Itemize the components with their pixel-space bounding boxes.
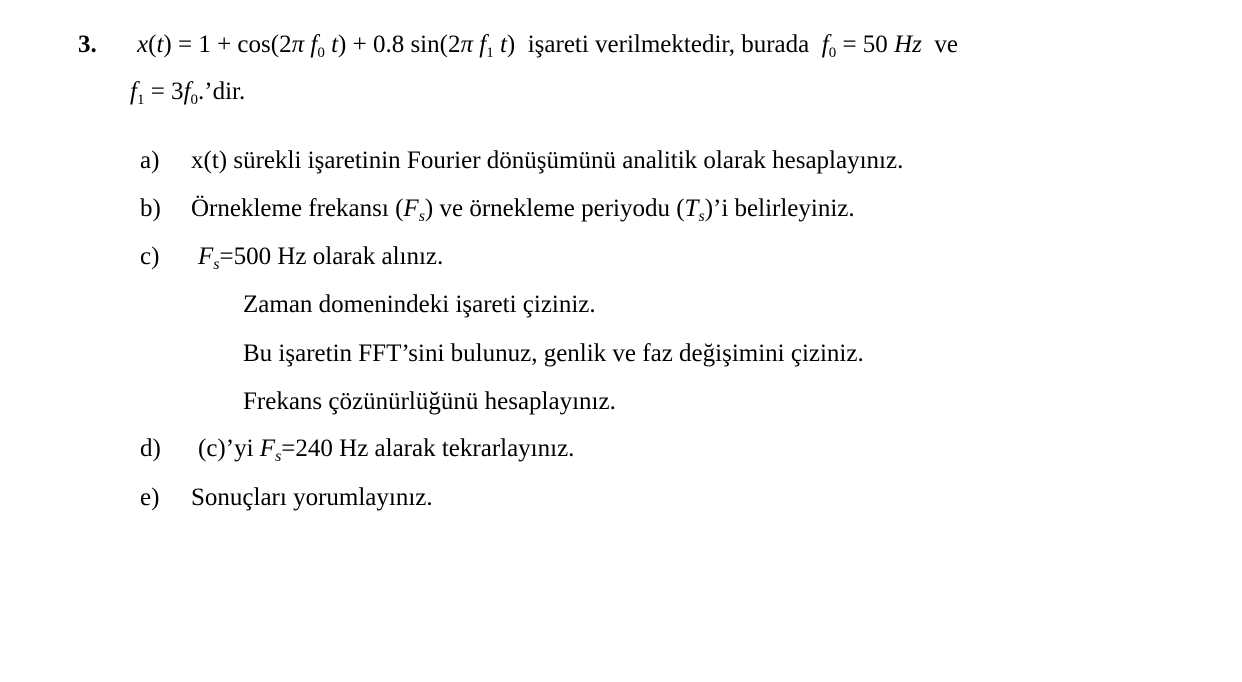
- eq-f1-sub: 1: [486, 45, 494, 61]
- item-c-subitem-3: Frekans çözünürlüğünü hesaplayınız.: [243, 388, 616, 415]
- item-b-fs: F: [403, 195, 419, 222]
- f1-symbol: f: [130, 78, 137, 105]
- question-statement-line-2: [130, 77, 245, 115]
- eq-part-1: = 1 + cos(2: [177, 31, 292, 58]
- eq-f0: f: [310, 31, 318, 58]
- item-a-text: x(t) sürekli işaretinin Fourier dönüşümünü analitik olarak hesaplayınız.: [191, 147, 904, 174]
- item-d-pre: (c)’yi: [198, 435, 260, 462]
- f0-symbol-sub: 0: [828, 45, 837, 61]
- eq-t: t: [156, 31, 164, 58]
- eq-pi: π: [291, 31, 305, 58]
- item-b-mid: ) ve örnekleme periyodu (: [424, 195, 685, 222]
- eq-t-3: t: [499, 31, 507, 58]
- item-c-fs: F: [198, 243, 214, 270]
- eq-f0-sub: 0: [317, 45, 325, 61]
- item-b-fs-sub: s: [418, 208, 425, 225]
- f1-symbol-sub: 1: [136, 92, 145, 108]
- item-d-fs-sub: s: [275, 448, 282, 465]
- item-d-fs: F: [259, 435, 276, 462]
- item-c-label: c): [140, 243, 160, 270]
- item-b-post: )’i belirleyiniz.: [704, 195, 855, 222]
- question-number: 3.: [78, 31, 97, 58]
- item-e-text: Sonuçları yorumlayınız.: [191, 484, 433, 511]
- item-d-label: d): [140, 435, 161, 462]
- eq-pi-2: π: [460, 31, 473, 58]
- item-c-subitem-2: Bu işaretin FFT’sini bulunuz, genlik ve faz değişimini çiziniz.: [243, 340, 864, 367]
- intro-text: işareti verilmektedir, burada: [527, 31, 810, 58]
- eq-part-2: ) + 0.8 sin(2: [338, 31, 461, 58]
- item-b-pre: Örnekleme frekansı (: [191, 195, 404, 222]
- f0-value: = 50: [842, 31, 888, 58]
- item-d-text: [198, 434, 574, 472]
- item-c-fs-sub: s: [213, 256, 220, 273]
- eq-part-3: ): [506, 31, 516, 58]
- item-b-ts: T: [684, 195, 699, 222]
- item-b-text: [191, 194, 855, 232]
- item-b-ts-sub: s: [698, 208, 705, 225]
- eq-x: x: [137, 31, 149, 58]
- item-e-label: e): [140, 484, 160, 511]
- eq-t-2: t: [331, 31, 339, 58]
- item-c-text: [198, 242, 443, 280]
- eq-f1: f: [479, 31, 487, 58]
- item-c-post: =500 Hz olarak alınız.: [219, 243, 444, 270]
- f1-f0-sub: 0: [190, 92, 199, 108]
- item-c-subitem-1: Zaman domenindeki işareti çiziniz.: [243, 291, 596, 318]
- f0-symbol: f: [821, 31, 829, 58]
- f1-f0-symbol: f: [183, 78, 191, 105]
- item-d-post: =240 Hz alarak tekrarlayınız.: [281, 435, 575, 462]
- item-a-label: a): [140, 147, 160, 174]
- f1-value: = 3: [150, 78, 184, 105]
- dir-suffix: .’dir.: [198, 78, 246, 105]
- item-b-label: b): [140, 195, 161, 222]
- ve-text: ve: [934, 31, 958, 58]
- hz-unit: Hz: [894, 31, 922, 58]
- question-statement-line-1: x(t) = 1 + cos(2π $f_0$ t) + 0.8 sin(2π $f_1$ t) işareti verilmektedir, burada $f_0 = 50$ Hz ve: [137, 31, 958, 61]
